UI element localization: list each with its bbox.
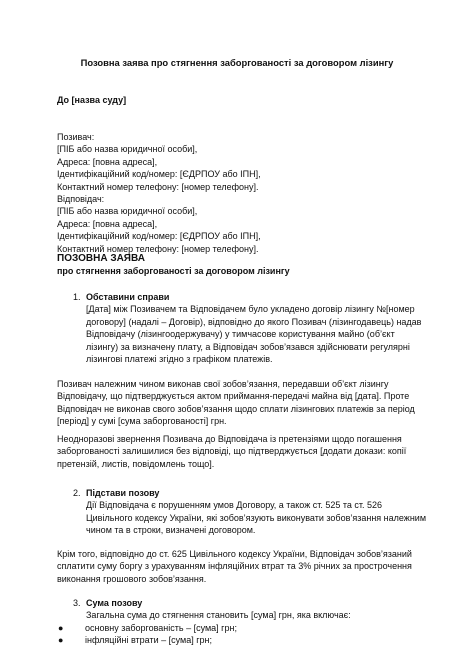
section-body: [Дата] між Позивачем та Відповідачем було укладено договір лізингу №[номер договору] (надалі – Договір), відповідно до якого Позивач (лізингодавець) надав Відповідачу (лізингоодержувачу) у тимчасове користування майно (об’єкт лізингу) за визначену плату, а Відповідач зобов’язався здійснювати регулярні лізингові платежі згідно з графіком платежів. bbox=[86, 304, 422, 365]
claim-heading-block bbox=[57, 252, 427, 277]
section-number: 3. bbox=[73, 598, 81, 608]
plaintiff-line: [ПІБ або назва юридичної особи], bbox=[57, 144, 198, 155]
defendant-label: Відповідач: bbox=[57, 194, 105, 204]
section-title: Підстави позову bbox=[86, 488, 160, 498]
section-title: Сума позову bbox=[86, 598, 143, 608]
section-body: Загальна сума до стягнення становить [сума] грн, яка включає: bbox=[86, 610, 351, 621]
plaintiff-label: Позивач: bbox=[57, 132, 95, 142]
document-title: Позовна заява про стягнення заборгованості за договором лізингу bbox=[80, 57, 394, 68]
paragraph: Неодноразові звернення Позивача до Відповідача із претензіями щодо погашення заборгованості залишилися без відповіді, що підтверджується [додати докази: копії претензій, листів, повідомлень тощо]. bbox=[57, 434, 407, 469]
defendant-line: [ПІБ або назва юридичної особи], bbox=[57, 206, 198, 217]
section-number: 2. bbox=[73, 488, 81, 498]
defendant-block bbox=[57, 193, 427, 255]
defendant-line: Контактний номер телефону: [номер телефону]. bbox=[57, 243, 259, 254]
bullet-dot-icon: ● bbox=[58, 623, 64, 633]
paragraph: Позивач належним чином виконав свої зобов’язання, передавши об’єкт лізингу Відповідачу, що підтверджується актом приймання-передачі майна від [дата]. Проте Відповідач не виконав свого зобов’язання щодо сплати лізингових платежів за період [період] у сумі [сума заборгованості] грн. bbox=[57, 379, 415, 427]
paragraph: Крім того, відповідно до ст. 625 Цивільного кодексу України, Відповідач зобов’язаний сплатити суму боргу з урахуванням інфляційних втрат та 3% річних за прострочення виконання грошового зобов’язання. bbox=[57, 549, 412, 584]
plaintiff-line: Адреса: [повна адреса], bbox=[57, 156, 158, 167]
section-body: Дії Відповідача є порушенням умов Договору, а також ст. 525 та ст. 526 Цивільного кодексу України, які зобов’язують виконувати зобов’язання належним чином та в строки, визначені договором. bbox=[86, 500, 427, 536]
bullet-text: основну заборгованість – [сума] грн; bbox=[85, 623, 237, 633]
plaintiff-line: Ідентифікаційний код/номер: [ЄДРПОУ або ІПН], bbox=[57, 169, 261, 180]
plaintiff-block bbox=[57, 131, 427, 193]
bullet-dot-icon: ● bbox=[58, 635, 64, 645]
bullet-text: інфляційні втрати – [сума] грн; bbox=[85, 635, 212, 645]
section-title: Обставини справи bbox=[86, 292, 170, 302]
defendant-line: Ідентифікаційний код/номер: [ЄДРПОУ або ІПН], bbox=[57, 231, 261, 242]
defendant-line: Адреса: [повна адреса], bbox=[57, 218, 158, 229]
claim-subheading: про стягнення заборгованості за договором лізингу bbox=[57, 266, 290, 276]
section-number: 1. bbox=[73, 292, 81, 302]
claim-heading: ПОЗОВНА ЗАЯВА bbox=[57, 253, 145, 264]
plaintiff-line: Контактний номер телефону: [номер телефону]. bbox=[57, 181, 259, 192]
court-line: До [назва суду] bbox=[57, 95, 127, 105]
